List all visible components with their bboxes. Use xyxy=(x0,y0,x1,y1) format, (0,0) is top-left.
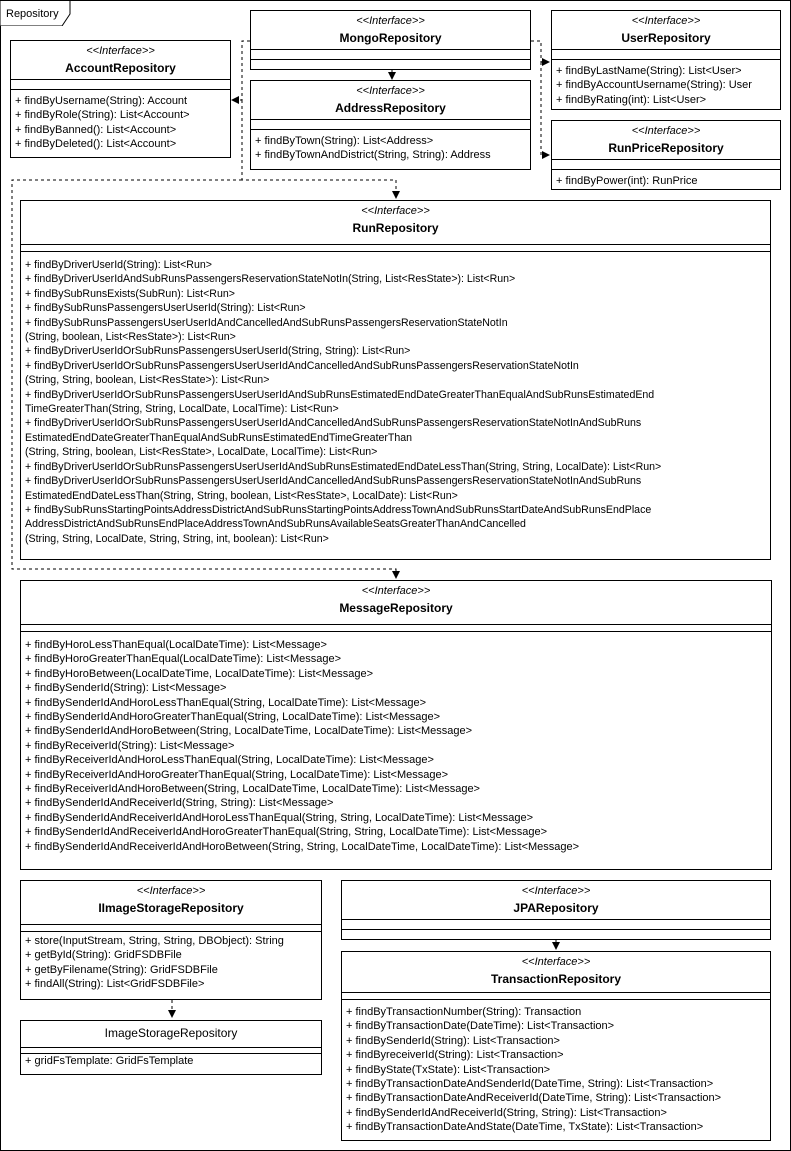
member: + gridFsTemplate: GridFsTemplate xyxy=(25,1055,194,1067)
member: + findByDriverUserIdOrSubRunsPassengersUserUserIdAndCancelledAndSubRunsPassengersReservationStateNotInAndSubRuns xyxy=(25,417,642,430)
runprice-class-name: RunPriceRepository xyxy=(608,141,724,155)
run-stereotype: <<Interface>> xyxy=(361,205,430,217)
image-class-name: ImageStorageRepository xyxy=(104,1026,238,1040)
user-repository-class[interactable] xyxy=(551,10,781,110)
member: + getByFilename(String): GridFSDBFile xyxy=(25,963,218,976)
transaction-members xyxy=(346,1005,768,1135)
member: + findByDeleted(): List<Account> xyxy=(15,138,177,151)
member: + findBySubRunsPassengersUserUserId(String): List<Run> xyxy=(25,302,306,315)
member: + findBySenderIdAndHoroBetween(String, LocalDateTime, LocalDateTime): List<Message> xyxy=(25,725,473,738)
member: + findByDriverUserIdOrSubRunsPassengersUserUserId(String, String): List<Run> xyxy=(25,345,411,358)
run-members xyxy=(25,258,768,546)
member: + findByRole(String): List<Account> xyxy=(15,109,190,122)
member: + findBySubRunsStartingPointsAddressDistrictAndSubRunsStartingPointsAddressTownAndSubRunsStartDateAndSubRunsEndPlace xyxy=(25,503,652,516)
member: + findByReceiverId(String): List<Message> xyxy=(25,739,235,752)
transaction-class-name: TransactionRepository xyxy=(490,972,622,986)
account-members xyxy=(15,94,228,152)
member: + findByPower(int): RunPrice xyxy=(556,175,698,187)
member: + findBySenderIdAndReceiverIdAndHoroGreaterThanEqual(String, String, LocalDateTime): List<Message> xyxy=(25,826,548,839)
account-class-name: AccountRepository xyxy=(65,61,176,75)
mongo-class-name: MongoRepository xyxy=(339,31,442,45)
member: (String, boolean, List<ResState>): List<Run> xyxy=(25,331,236,344)
member: + findByAccountUsername(String): User xyxy=(556,79,752,92)
member: + findByUsername(String): Account xyxy=(15,95,188,107)
member: + findBySenderIdAndHoroGreaterThanEqual(String, LocalDateTime): List<Message> xyxy=(25,711,441,724)
member: EstimatedEndDateGreaterThanEqualAndSubRunsEstimatedEndTimeGreaterThan xyxy=(25,431,413,444)
user-members xyxy=(556,64,778,107)
mongo-stereotype: <<Interface>> xyxy=(356,15,425,27)
member: + findByTownAndDistrict(String, String): Address xyxy=(255,149,491,162)
run-class-name: RunRepository xyxy=(352,221,439,235)
iimage-members xyxy=(25,934,319,992)
member: + findByRating(int): List<User> xyxy=(556,93,707,106)
member: + findBySenderIdAndHoroLessThanEqual(String, LocalDateTime): List<Message> xyxy=(25,696,427,709)
member: + findByDriverUserIdOrSubRunsPassengersUserUserIdAndSubRunsEstimatedEndDateGreaterThanEqualAndSubRunsEstimatedEnd xyxy=(25,388,655,401)
member: + findByHoroBetween(LocalDateTime, LocalDateTime): List<Message> xyxy=(25,667,373,680)
member: + findByreceiverId(String): List<Transaction> xyxy=(346,1049,564,1062)
runprice-members xyxy=(556,174,778,188)
message-stereotype: <<Interface>> xyxy=(361,585,431,597)
account-stereotype: <<Interface>> xyxy=(86,45,155,57)
member: + findByDriverUserIdOrSubRunsPassengersUserUserIdAndSubRunsEstimatedEndDateLessThan(String, String, LocalDate): List<Run> xyxy=(25,460,662,473)
member: + findByTransactionDate(DateTime): List<Transaction> xyxy=(346,1020,615,1033)
image-storage-repository-class[interactable] xyxy=(20,1020,322,1075)
member: + findByLastName(String): List<User> xyxy=(556,65,742,77)
image-members xyxy=(25,1054,319,1068)
connector-mongo-to-runprice xyxy=(541,62,549,155)
member: + findByReceiverIdAndHoroBetween(String, LocalDateTime, LocalDateTime): List<Message> xyxy=(25,783,480,796)
member: (String, String, LocalDate, String, String, int, boolean): List<Run> xyxy=(25,532,329,545)
member: + findByTransactionDateAndState(DateTime, TxState): List<Transaction> xyxy=(346,1121,704,1134)
member: (String, String, boolean, List<ResState>): List<Run> xyxy=(25,374,270,387)
member: + findByHoroLessThanEqual(LocalDateTime): List<Message> xyxy=(25,639,327,651)
member: EstimatedEndDateLessThan(String, String, boolean, List<ResState>, LocalDate): List<Run> xyxy=(25,489,458,502)
member: + findBySenderIdAndReceiverId(String, String): List<Message> xyxy=(25,797,334,810)
jpa-repository-class[interactable] xyxy=(341,880,771,940)
member: + store(InputStream, String, String, DBObject): String xyxy=(25,935,284,947)
iimage-storage-repository-class[interactable] xyxy=(20,880,322,1000)
member: + findByDriverUserId(String): List<Run> xyxy=(25,259,212,271)
message-class-name: MessageRepository xyxy=(339,601,453,615)
runprice-stereotype: <<Interface>> xyxy=(631,125,701,137)
message-members xyxy=(25,638,769,854)
connector-mongo-to-user xyxy=(531,41,549,62)
address-stereotype: <<Interface>> xyxy=(356,85,425,97)
member: + findBySenderIdAndReceiverIdAndHoroBetween(String, String, LocalDateTime, LocalDateTime): List<Message> xyxy=(25,840,580,853)
member: + findByTransactionDateAndReceiverId(DateTime, String): List<Transaction> xyxy=(346,1092,722,1105)
address-class-name: AddressRepository xyxy=(335,101,446,115)
member: + getById(String): GridFSDBFile xyxy=(25,949,182,962)
member: + findBySenderIdAndReceiverIdAndHoroLessThanEqual(String, String, LocalDateTime): List<Message> xyxy=(25,811,534,824)
member: + findByReceiverIdAndHoroLessThanEqual(String, LocalDateTime): List<Message> xyxy=(25,754,434,767)
member: + findByBanned(): List<Account> xyxy=(15,123,177,136)
member: + findByDriverUserIdOrSubRunsPassengersUserUserIdAndCancelledAndSubRunsPassengersReservationStateNotIn xyxy=(25,359,579,372)
member: + findByState(TxState): List<Transaction> xyxy=(346,1063,551,1076)
connector-mongo-to-account xyxy=(232,41,250,100)
address-members xyxy=(255,134,528,163)
user-stereotype: <<Interface>> xyxy=(631,15,701,27)
mongo-repository-class[interactable] xyxy=(250,10,531,70)
member: (String, String, boolean, List<ResState>, LocalDate, LocalTime): List<Run> xyxy=(25,446,378,459)
member: + findBySubRunsExists(SubRun): List<Run> xyxy=(25,287,235,300)
user-class-name: UserRepository xyxy=(621,31,711,45)
member: AddressDistrictAndSubRunsEndPlaceAddressTownAndSubRunsAvailableSeatsGreaterThanAndCancelled xyxy=(25,518,526,531)
iimage-class-name: IImageStorageRepository xyxy=(98,901,244,915)
address-repository-class[interactable] xyxy=(250,80,531,170)
member: + findBySubRunsPassengersUserUserIdAndCancelledAndSubRunsPassengersReservationStateNotIn xyxy=(25,316,508,329)
member: + findByHoroGreaterThanEqual(LocalDateTime): List<Message> xyxy=(25,653,341,666)
package-name: Repository xyxy=(6,8,59,20)
member: + findBySenderIdAndReceiverId(String, String): List<Transaction> xyxy=(346,1106,667,1119)
member: + findBySenderId(String): List<Transaction> xyxy=(346,1034,560,1047)
transaction-stereotype: <<Interface>> xyxy=(521,956,591,968)
iimage-stereotype: <<Interface>> xyxy=(136,885,206,897)
message-repository-class[interactable] xyxy=(20,580,772,870)
member: + findByTransactionNumber(String): Transaction xyxy=(346,1006,582,1018)
account-repository-class[interactable] xyxy=(10,40,231,158)
runprice-repository-class[interactable] xyxy=(551,120,781,190)
member: + findByTransactionDateAndSenderId(DateTime, String): List<Transaction> xyxy=(346,1078,714,1091)
jpa-class-name: JPARepository xyxy=(513,901,599,915)
transaction-repository-class[interactable] xyxy=(341,951,771,1141)
member: + findByTown(String): List<Address> xyxy=(255,135,434,147)
run-repository-class[interactable] xyxy=(20,200,771,560)
member: + findByReceiverIdAndHoroGreaterThanEqual(String, LocalDateTime): List<Message> xyxy=(25,768,448,781)
jpa-stereotype: <<Interface>> xyxy=(521,885,591,897)
member: + findBySenderId(String): List<Message> xyxy=(25,682,227,695)
member: + findAll(String): List<GridFSDBFile> xyxy=(25,978,205,991)
member: TimeGreaterThan(String, String, LocalDate, LocalTime): List<Run> xyxy=(25,403,339,416)
member: + findByDriverUserIdAndSubRunsPassengersReservationStateNotIn(String, List<ResState>): List<Run> xyxy=(25,273,516,286)
member: + findByDriverUserIdOrSubRunsPassengersUserUserIdAndCancelledAndSubRunsPassengersReservationStateNotInAndSubRuns xyxy=(25,475,642,488)
